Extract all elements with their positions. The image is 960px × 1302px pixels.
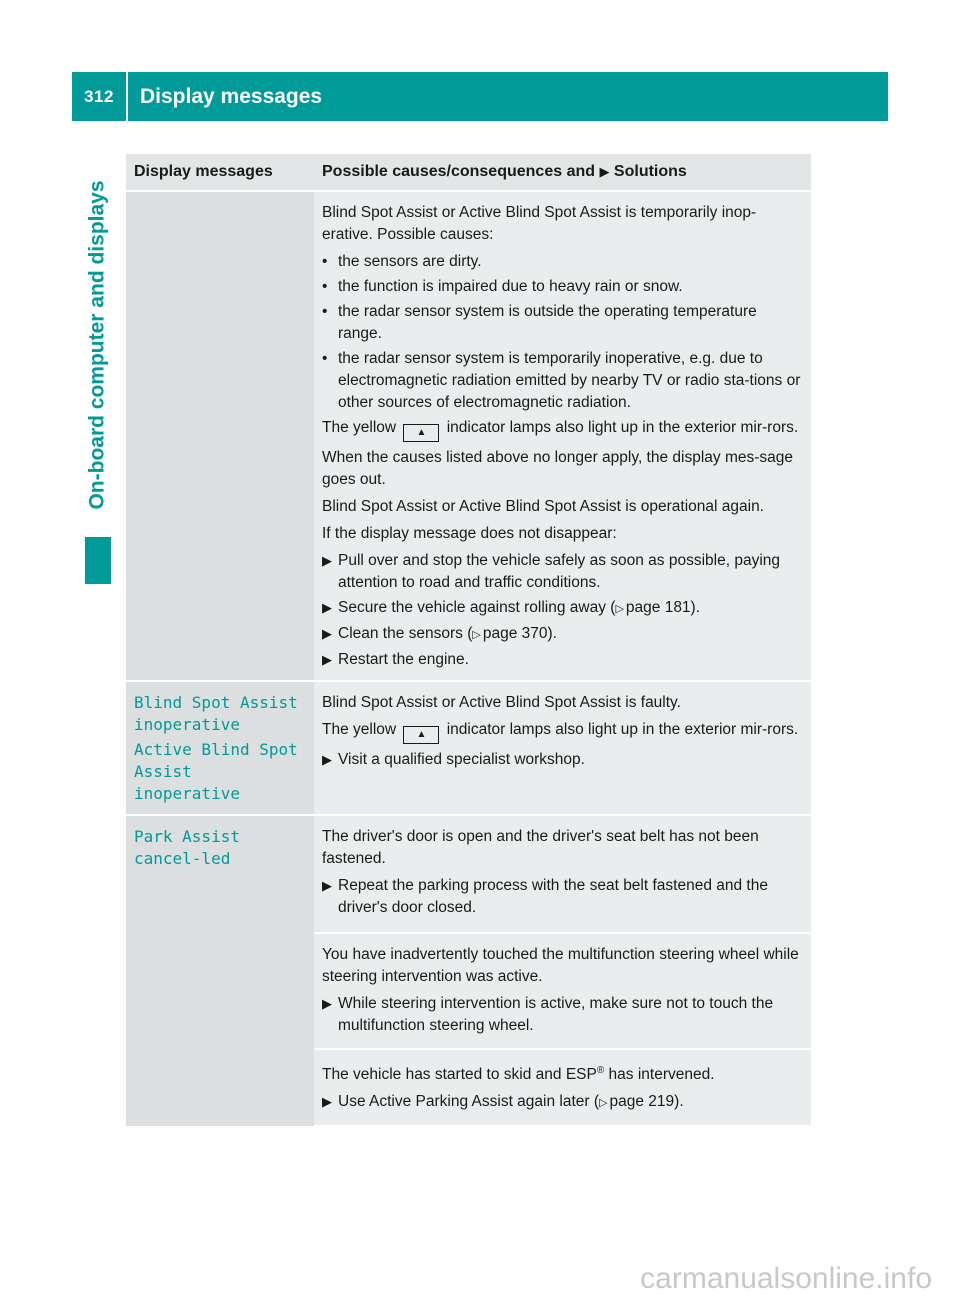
list-item: • the function is impaired due to heavy rain or snow. — [322, 278, 683, 295]
display-message: Park Assist cancel-led — [134, 827, 240, 868]
column-header-messages: Display messages — [126, 154, 314, 191]
solution-cell — [314, 681, 811, 815]
cause-text: The driver's door is open and the driver's seat belt has not been fastened. — [322, 828, 759, 867]
lamp-note: The yellow ▲ indicator lamps also light up in the exterior mir-rors. — [322, 719, 803, 744]
display-messages-table — [126, 154, 811, 1127]
table-header-row — [126, 154, 811, 191]
triangle-right-icon: ▶ — [322, 652, 332, 667]
table-row — [126, 815, 811, 933]
display-message: Active Blind Spot Assist inoperative — [134, 740, 298, 803]
triangle-right-icon: ▶ — [322, 600, 332, 615]
triangle-right-icon: ▶ — [599, 164, 610, 179]
list-item: • the sensors are dirty. — [322, 253, 482, 270]
triangle-right-icon: ▶ — [322, 752, 332, 767]
step-item: ▶ Visit a qualified specialist workshop. — [322, 749, 803, 771]
page-title: Display messages — [140, 84, 323, 108]
blind-spot-warning-icon: ▲ — [403, 424, 439, 442]
solution-cell — [314, 1049, 811, 1126]
fault-text: Blind Spot Assist or Active Blind Spot Assist is faulty. — [322, 694, 681, 711]
message-cell — [126, 681, 314, 815]
page-header — [72, 72, 888, 121]
step-item: ▶ Repeat the parking process with the seat belt fastened and the driver's door closed. — [322, 875, 803, 919]
page-ref-icon: ▷ — [472, 629, 481, 641]
no-longer-text: When the causes listed above no longer apply, the display mes-sage goes out. — [322, 449, 794, 488]
page-ref-link[interactable]: page 181). — [625, 599, 701, 616]
triangle-right-icon: ▶ — [322, 996, 332, 1011]
if-text: If the display message does not disappear: — [322, 525, 617, 542]
step-item: ▶ Use Active Parking Assist again later (▷ page 219). — [322, 1091, 803, 1114]
step-item: ▶ Pull over and stop the vehicle safely as soon as possible, paying attention to road and traffic conditions. — [322, 550, 803, 594]
triangle-right-icon: ▶ — [322, 626, 332, 641]
list-item: • the radar sensor system is temporarily inoperative, e.g. due to electromagnetic radiation emitted by nearby TV or radio sta-tions or other sources of electromagnetic radiation. — [322, 350, 801, 411]
step-item: ▶ Restart the engine. — [322, 649, 803, 671]
step-item: ▶ While steering intervention is active, make sure not to touch the multifunction steering wheel. — [322, 993, 803, 1037]
triangle-right-icon: ▶ — [322, 553, 332, 568]
column-header-solutions-pre: Possible causes/consequences and — [322, 163, 596, 180]
intro-text: Blind Spot Assist or Active Blind Spot Assist is temporarily inop-erative. Possible causes: — [322, 204, 757, 243]
watermark: carmanualsonline.info — [640, 1262, 932, 1295]
step-item: ▶ Clean the sensors (▷ page 370). — [322, 623, 803, 646]
message-cell-empty — [126, 191, 314, 681]
cause-text: You have inadvertently touched the multifunction steering wheel while steering intervention was active. — [322, 946, 799, 985]
cause-text: The vehicle has started to skid and ESP® has intervened. — [322, 1065, 715, 1084]
solution-cell — [314, 191, 811, 681]
table-row — [126, 681, 811, 815]
solution-cell — [314, 815, 811, 933]
column-header-solutions — [314, 154, 811, 191]
side-tab-marker — [85, 537, 111, 584]
header-divider — [126, 72, 128, 121]
display-message: Blind Spot Assist inoperative — [134, 693, 298, 734]
table-row — [126, 191, 811, 681]
registered-mark: ® — [596, 1065, 605, 1076]
triangle-right-icon: ▶ — [322, 878, 332, 893]
page-ref-icon: ▷ — [615, 603, 624, 615]
page-number: 312 — [84, 86, 114, 106]
blind-spot-warning-icon: ▲ — [403, 726, 439, 744]
list-item: • the radar sensor system is outside the operating temperature range. — [322, 303, 757, 342]
solution-cell — [314, 933, 811, 1049]
message-cell — [126, 815, 314, 1126]
lamp-note: The yellow ▲ indicator lamps also light up in the exterior mir-rors. — [322, 417, 803, 442]
page-ref-link[interactable]: page 370). — [482, 625, 557, 642]
operational-text: Blind Spot Assist or Active Blind Spot Assist is operational again. — [322, 498, 764, 515]
page-ref-icon: ▷ — [599, 1097, 608, 1110]
triangle-right-icon: ▶ — [322, 1094, 332, 1110]
step-item: ▶ Secure the vehicle against rolling away (▷ page 181). — [322, 597, 803, 620]
side-tab-label: On-board computer and displays — [86, 180, 109, 510]
page-ref-link[interactable]: page 219). — [609, 1093, 684, 1111]
column-header-solutions-post: Solutions — [613, 163, 687, 180]
side-tab — [85, 150, 111, 540]
